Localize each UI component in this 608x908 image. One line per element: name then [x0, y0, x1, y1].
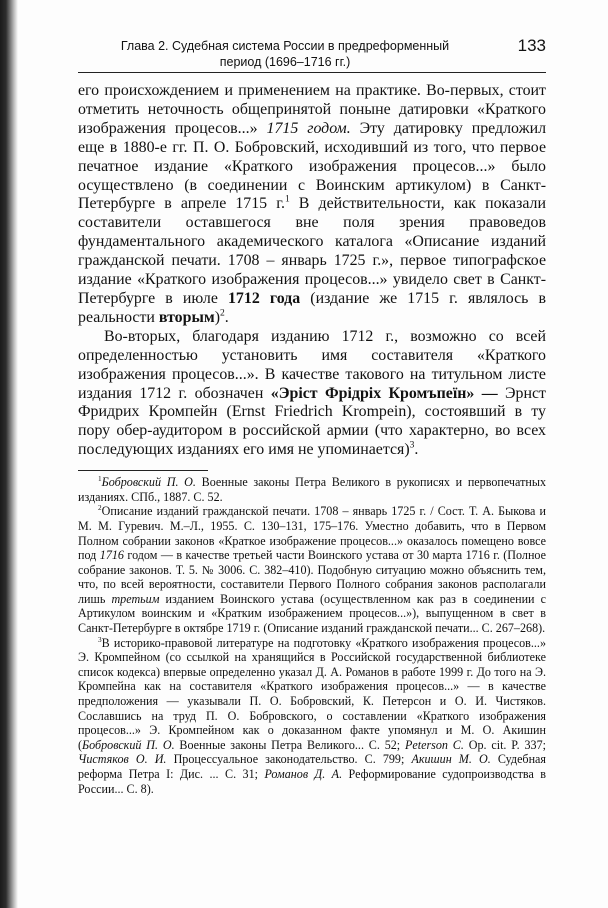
text-run: .	[224, 308, 229, 326]
italic-run: третьим	[111, 591, 160, 606]
text-run: изданием Воинского устава (осуществленном как раз в соединении с Артикулом воинским и «Кратким изображением процесов...»), выпущенном в свет в Санкт-Петербурге в октябре 1719 г. (Описание изданий гражданской печати... С. 267–268).	[78, 591, 547, 636]
italic-run: 1715 годом.	[266, 119, 351, 137]
book-page	[78, 38, 546, 796]
text-run: Реформирование судопроизводства в России... С. 8).	[78, 767, 546, 796]
text-run: его происхождением и применением на практике. Во-первых, стоит отметить неточность общепринятой поныне датировки «Краткого изображения процесов...»	[78, 82, 546, 137]
paragraph-2	[78, 328, 546, 460]
text-run: В действительности, как показали составители оставшегося вне поля зрения правоведов фундаментального академического каталога «Описание изданий гражданской печати. 1708 – январь 1725 г.», первое типографское издание «Краткого изображения процесов...» увидело свет в Санкт-Петербурге в июле	[78, 195, 546, 307]
footnote-number: 3	[98, 635, 102, 644]
main-text	[78, 82, 546, 460]
text-run: Эту датировку предложил еще в 1880-е гг. П. О. Бобровский, исходивший из того, что первое печатное издание «Краткого изображения процесов...» было осуществлено (в соединении с Воинским артикулом) в Санкт-Петербурге в апреле 1715 г.	[78, 119, 546, 213]
text-run: Op. cit. P. 337;	[463, 737, 546, 752]
italic-run: Бобровский П. О.	[101, 475, 196, 490]
text-run: Военные законы Петра Великого в рукописях и первопечатных изданиях. СПб., 1887. С. 52.	[78, 475, 546, 504]
footnote-3	[78, 636, 546, 797]
text-run: годом — в качестве третьей части Воинского устава от 30 марта 1716 г. (Полное собрание законов. Т. 5. № 3006. С. 382–410). Подобную ситуацию можно объяснить тем, что, по всей вероятности, составители Первого Полного собрания законов располагали лишь	[78, 548, 546, 606]
footnote-ref: 3	[409, 439, 415, 451]
running-header	[78, 38, 546, 73]
chapter-title	[78, 38, 492, 70]
italic-run: Бобровский П. О.	[82, 737, 175, 752]
italic-run: Акишин М. О.	[411, 752, 491, 767]
footnote-number: 2	[98, 504, 102, 513]
text-run: Судебная реформа Петра I: Дис. ... С. 31;	[78, 752, 546, 781]
footnote-divider	[78, 470, 208, 471]
text-run: (издание же 1715 г. являлось в реальности	[78, 289, 546, 326]
text-run: Описание изданий гражданской печати. 1708 – январь 1725 г. / Сост. Т. А. Быкова и М. М. Гуревич. М.–Л., 1955. С. 130–131, 175–176. Уместно добавить, что в Первом Полном собрании законов «Краткое изображение процесов...» оказалось помещено вовсе под	[78, 504, 546, 563]
italic-run: Чистяков О. И.	[78, 752, 167, 767]
footnote-1	[78, 475, 546, 504]
page-number: 133	[517, 36, 546, 55]
italic-run: Романов Д. А.	[264, 767, 343, 781]
text-run: Военные законы Петра Великого... С. 52;	[174, 737, 405, 752]
text-run: Эрнст Фридрих Кромпейн (Ernst Friedrich Krompein), состоявший в ту пору обер-аудитором в российской армии (что характерно, во всех последующих изданиях его имя не упоминается)	[78, 384, 546, 459]
italic-run: Peterson C.	[404, 737, 464, 752]
bold-run: «Эрiст Фрiдрiх Кромъпеïн» —	[270, 384, 498, 402]
chapter-title-line-1: Глава 2. Судебная система России в предреформенный	[120, 39, 450, 53]
text-run: .	[414, 441, 419, 459]
bold-run: вторым	[158, 308, 215, 326]
italic-run: 1716	[99, 548, 124, 563]
paragraph-1	[78, 82, 546, 328]
text-run: Процессуальное законодательство. С. 799;	[166, 752, 412, 767]
text-run: )	[214, 308, 220, 326]
book-spine-shadow	[0, 0, 18, 908]
footnotes	[78, 475, 546, 796]
footnote-ref: 1	[284, 194, 290, 206]
footnote-2	[78, 504, 546, 635]
text-run: В историко-правовой литературе на подготовку «Краткого изображения процесов...» Э. Кромпейном (со ссылкой на хранящийся в Российской государственной библиотеке список кодекса) впервые определенно указал Д. А. Романов в работе 1999 г. До того на Э. Кромпейна как на составителя «Краткого изображения процесов...» — в качестве предположения — указывали П. О. Бобровский, К. Петерсон и О. И. Чистяков. Сославшись на труд П. О. Бобровского, о составлении «Краткого изображения процесов...» Э. Кромпейном как о доказанном факте упомянул и М. О. Акишин (	[78, 635, 546, 752]
chapter-title-line-2: период (1696–1716 гг.)	[219, 55, 351, 69]
text-run: Во-вторых, благодаря изданию 1712 г., возможно со всей определенностью установить имя составителя «Краткого изображения процесов...». В качестве такового на титульном листе издания 1712 г. обозначен	[78, 327, 546, 402]
bold-run: 1712 года	[227, 289, 301, 307]
footnote-number: 1	[98, 475, 102, 484]
footnote-ref: 2	[219, 307, 225, 319]
